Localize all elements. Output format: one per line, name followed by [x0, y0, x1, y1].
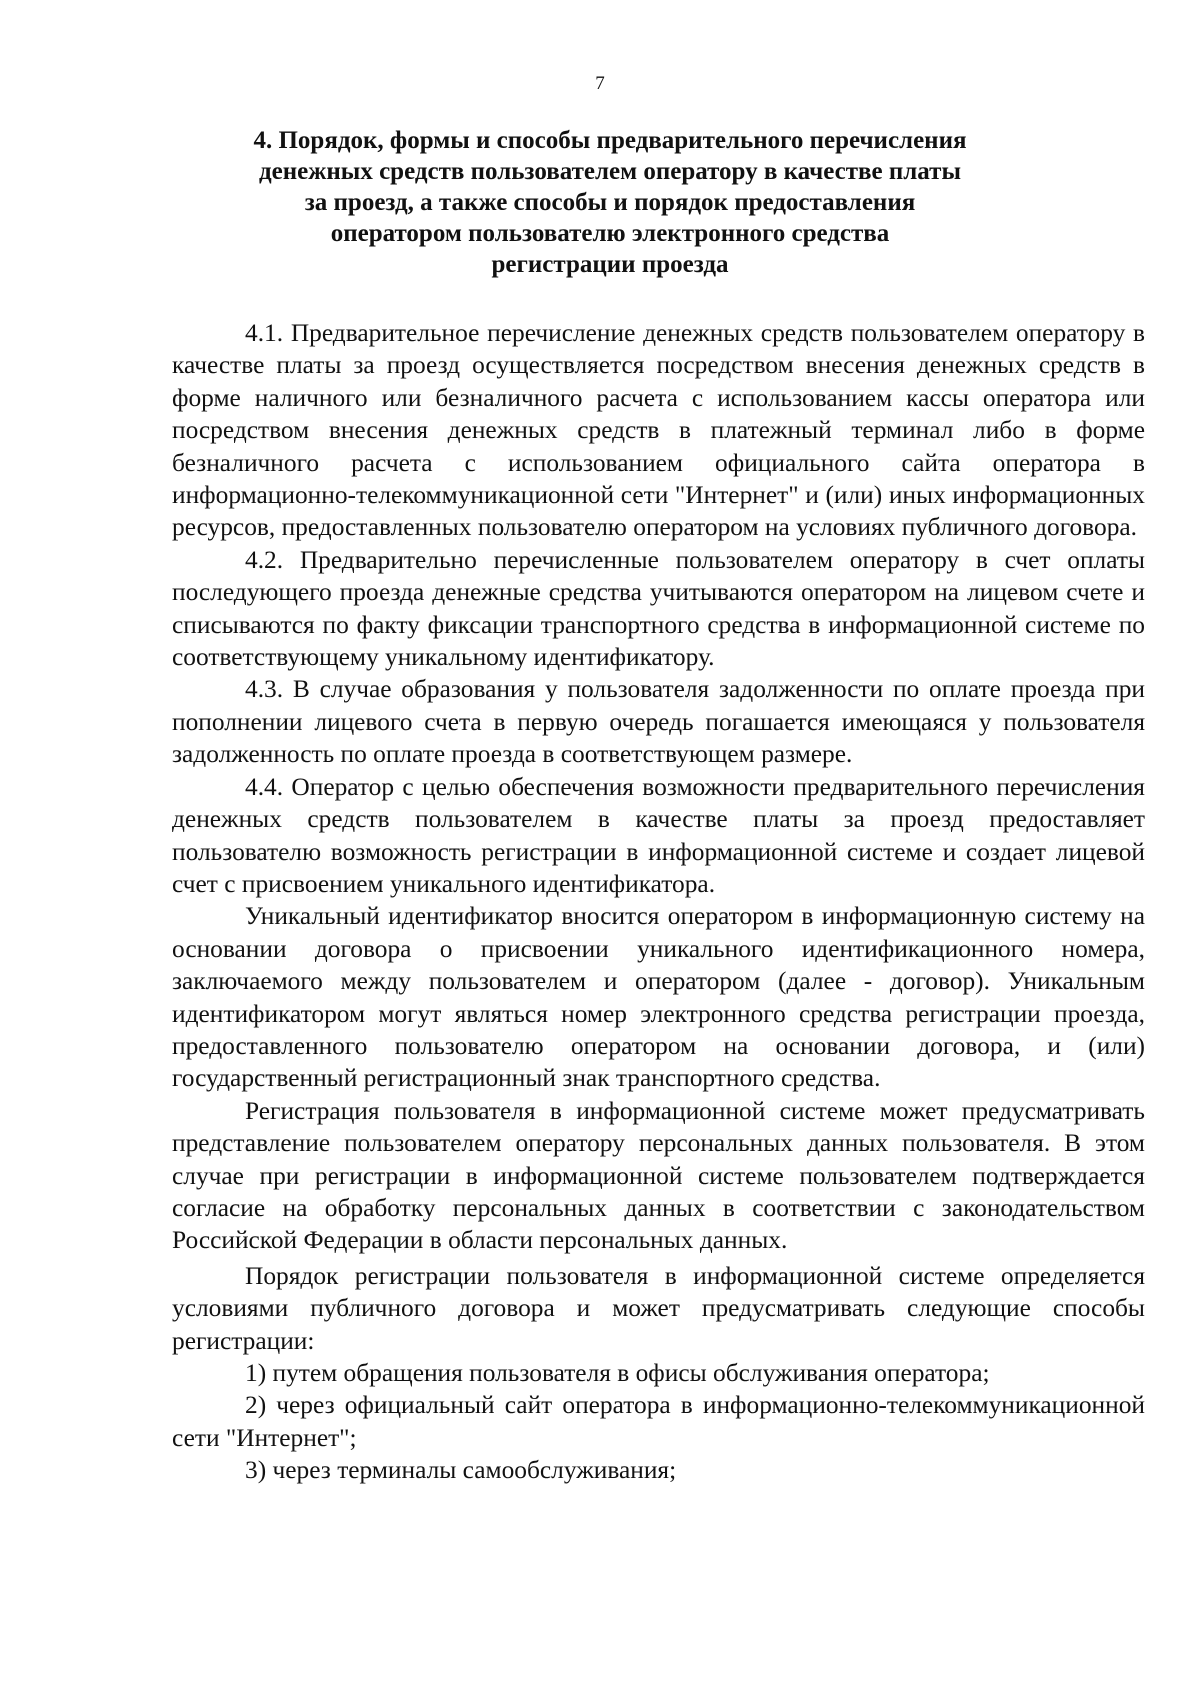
paragraph-registration-procedure: Порядок регистрации пользователя в информационной системе определяется условиями публичного договора и может предусматривать следующие способы регистрации: — [172, 1261, 1145, 1355]
heading-line: регистрации проезда — [491, 251, 729, 278]
paragraph-4-3: 4.3. В случае образования у пользователя задолженности по оплате проезда при пополнении лицевого счета в первую очередь погашается имеющаяся у пользователя задолженность по оплате проезда в соответствующем размере. — [172, 675, 1145, 769]
heading-line: 4. Порядок, формы и способы предварительного перечисления — [253, 127, 967, 154]
section-heading — [200, 125, 1020, 280]
list-item-1: 1) путем обращения пользователя в офисы обслуживания оператора; — [245, 1359, 990, 1387]
page-number: 7 — [595, 73, 605, 94]
paragraph-4-2: 4.2. Предварительно перечисленные пользователем оператору в счет оплаты последующего проезда денежные средства учитываются оператором на лицевом счете и списываются по факту фиксации транспортного средства в информационной системе по соответствующему уникальному идентификатору. — [172, 545, 1145, 672]
list-item-2: 2) через официальный сайт оператора в информационно-телекоммуникационной сети "Интернет"; — [172, 1391, 1145, 1452]
paragraph-4-1: 4.1. Предварительное перечисление денежных средств пользователем оператору в качестве платы за проезд осуществляется посредством внесения денежных средств в форме наличного или безналичного расчета с использованием кассы оператора или посредством внесения денежных средств в платежный терминал либо в форме безналичного расчета с использованием официального сайта оператора в информационно-телекоммуникационной сети "Интернет" и (или) иных информационных ресурсов, предоставленных пользователю оператором на условиях публичного договора. — [172, 319, 1145, 542]
body-text — [172, 317, 1145, 1487]
heading-line: оператором пользователю электронного средства — [330, 220, 890, 247]
paragraph-registration: Регистрация пользователя в информационной системе может предусматривать представление пользователем оператору персональных данных пользователя. В этом случае при регистрации в информационной системе пользователем подтверждается согласие на обработку персональных данных в соответствии с законодательством Российской Федерации в области персональных данных. — [172, 1096, 1145, 1255]
paragraph-unique-identifier: Уникальный идентификатор вносится оператором в информационную систему на основании договора о присвоении уникального идентификационного номера, заключаемого между пользователем и оператором (далее - договор). Уникальным идентификатором могут являться номер электронного средства регистрации проезда, предоставленного пользователю оператором на основании договора, и (или) государственный регистрационный знак транспортного средства. — [172, 902, 1145, 1093]
heading-line: за проезд, а также способы и порядок предоставления — [304, 189, 916, 216]
paragraph-4-4: 4.4. Оператор с целью обеспечения возможности предварительного перечисления денежных средств пользователем в качестве платы за проезд предоставляет пользователю возможность регистрации в информационной системе и создает лицевой счет с присвоением уникального идентификатора. — [172, 772, 1145, 898]
list-item-3: 3) через терминалы самообслуживания; — [245, 1456, 677, 1485]
heading-line: денежных средств пользователем оператору в качестве платы — [259, 158, 961, 185]
